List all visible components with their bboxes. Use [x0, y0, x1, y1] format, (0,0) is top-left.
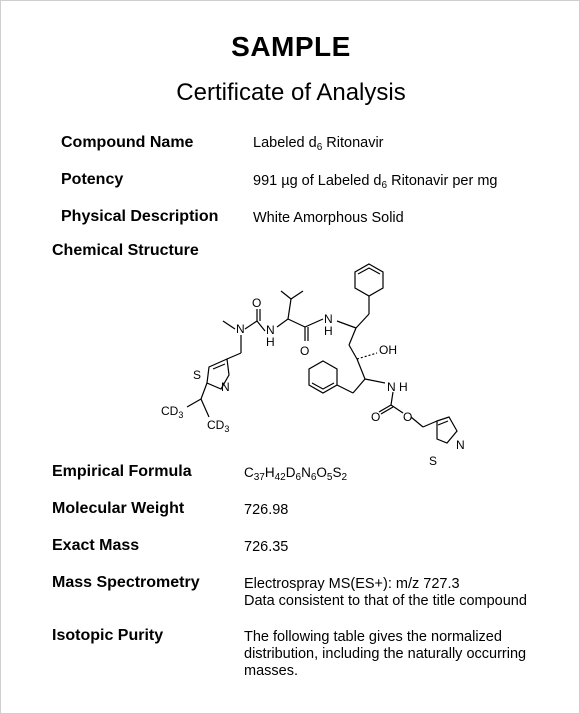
atom-oh: OH: [379, 343, 397, 357]
molecular-weight-value: 726.98: [244, 502, 289, 518]
formula-element: D: [285, 465, 296, 480]
isotopic-purity-line-2: distribution, including the naturally occurring: [244, 646, 527, 662]
potency-text-tail: Ritonavir per mg: [387, 173, 498, 189]
mass-spectrometry-line-1: Electrospray MS(ES+): m/z 727.3: [244, 576, 460, 592]
formula-element: N: [301, 465, 311, 480]
exact-mass-label: Exact Mass: [52, 537, 140, 554]
potency-subscript: 6: [381, 180, 388, 191]
empirical-formula-value: [244, 464, 347, 482]
formula-element: O: [316, 465, 327, 480]
formula-count: 42: [274, 472, 286, 483]
empirical-formula-label: Empirical Formula: [52, 463, 192, 480]
benzene-ring-lower: [309, 361, 337, 393]
formula-count: 2: [341, 472, 348, 483]
chemical-structure-label: Chemical Structure: [52, 242, 199, 259]
compound-name-text-tail: Ritonavir: [322, 135, 384, 151]
isotopic-purity-line-3: masses.: [244, 663, 298, 679]
formula-element: S: [332, 465, 342, 480]
atom-o-ester: O: [403, 410, 413, 424]
atom-s-thiazole-right: S: [429, 454, 438, 468]
atom-cd3-b: $CD_3$: [207, 418, 230, 434]
atom-nh-urea: N: [266, 323, 275, 337]
potency-label: Potency: [61, 171, 124, 188]
atom-cd3-a: $CD_3$: [161, 404, 184, 420]
potency-text: 991 µg of Labeled d: [253, 173, 382, 189]
formula-count: 6: [310, 472, 317, 483]
atom-s-thiazole-left: S: [193, 368, 202, 382]
compound-name-subscript: 6: [316, 142, 323, 153]
atom-h-amide: H: [324, 324, 333, 338]
isotopic-purity-line-1: The following table gives the normalized: [244, 629, 502, 645]
formula-count: 37: [253, 472, 265, 483]
formula-count: 5: [326, 472, 333, 483]
atom-o-carbonyl: O: [371, 410, 381, 424]
exact-mass-value: 726.35: [244, 539, 289, 555]
atom-nh-amide: N: [324, 312, 333, 326]
compound-name-value: [253, 134, 384, 152]
atom-o-urea: O: [252, 296, 262, 310]
potency-value: [253, 172, 497, 190]
atom-h-urea: H: [266, 335, 275, 349]
molecular-weight-label: Molecular Weight: [52, 500, 185, 517]
isotopic-purity-label: Isotopic Purity: [52, 627, 164, 644]
formula-element: C: [244, 465, 254, 480]
atom-n-methyl: N: [236, 322, 245, 336]
atom-o-amide: O: [300, 344, 310, 358]
atom-n-thiazole-left: N: [221, 380, 230, 394]
atom-n-thiazole-right: N: [456, 438, 465, 452]
mass-spectrometry-line-2: Data consistent to that of the title compound: [244, 593, 527, 609]
mass-spectrometry-label: Mass Spectrometry: [52, 574, 200, 591]
atom-h-carbamate: H: [399, 380, 408, 394]
sample-heading: SAMPLE: [231, 31, 351, 62]
atom-nh-carbamate: N: [387, 380, 396, 394]
physical-description-value: White Amorphous Solid: [253, 210, 404, 226]
benzene-ring-top: [355, 264, 383, 296]
formula-element: H: [264, 465, 275, 480]
compound-name-text: Labeled d: [253, 135, 317, 151]
compound-name-label: Compound Name: [61, 134, 194, 151]
document-title: Certificate of Analysis: [176, 79, 406, 106]
formula-count: 6: [295, 472, 302, 483]
physical-description-label: Physical Description: [61, 208, 219, 225]
chemical-structure-diagram: [151, 257, 481, 469]
